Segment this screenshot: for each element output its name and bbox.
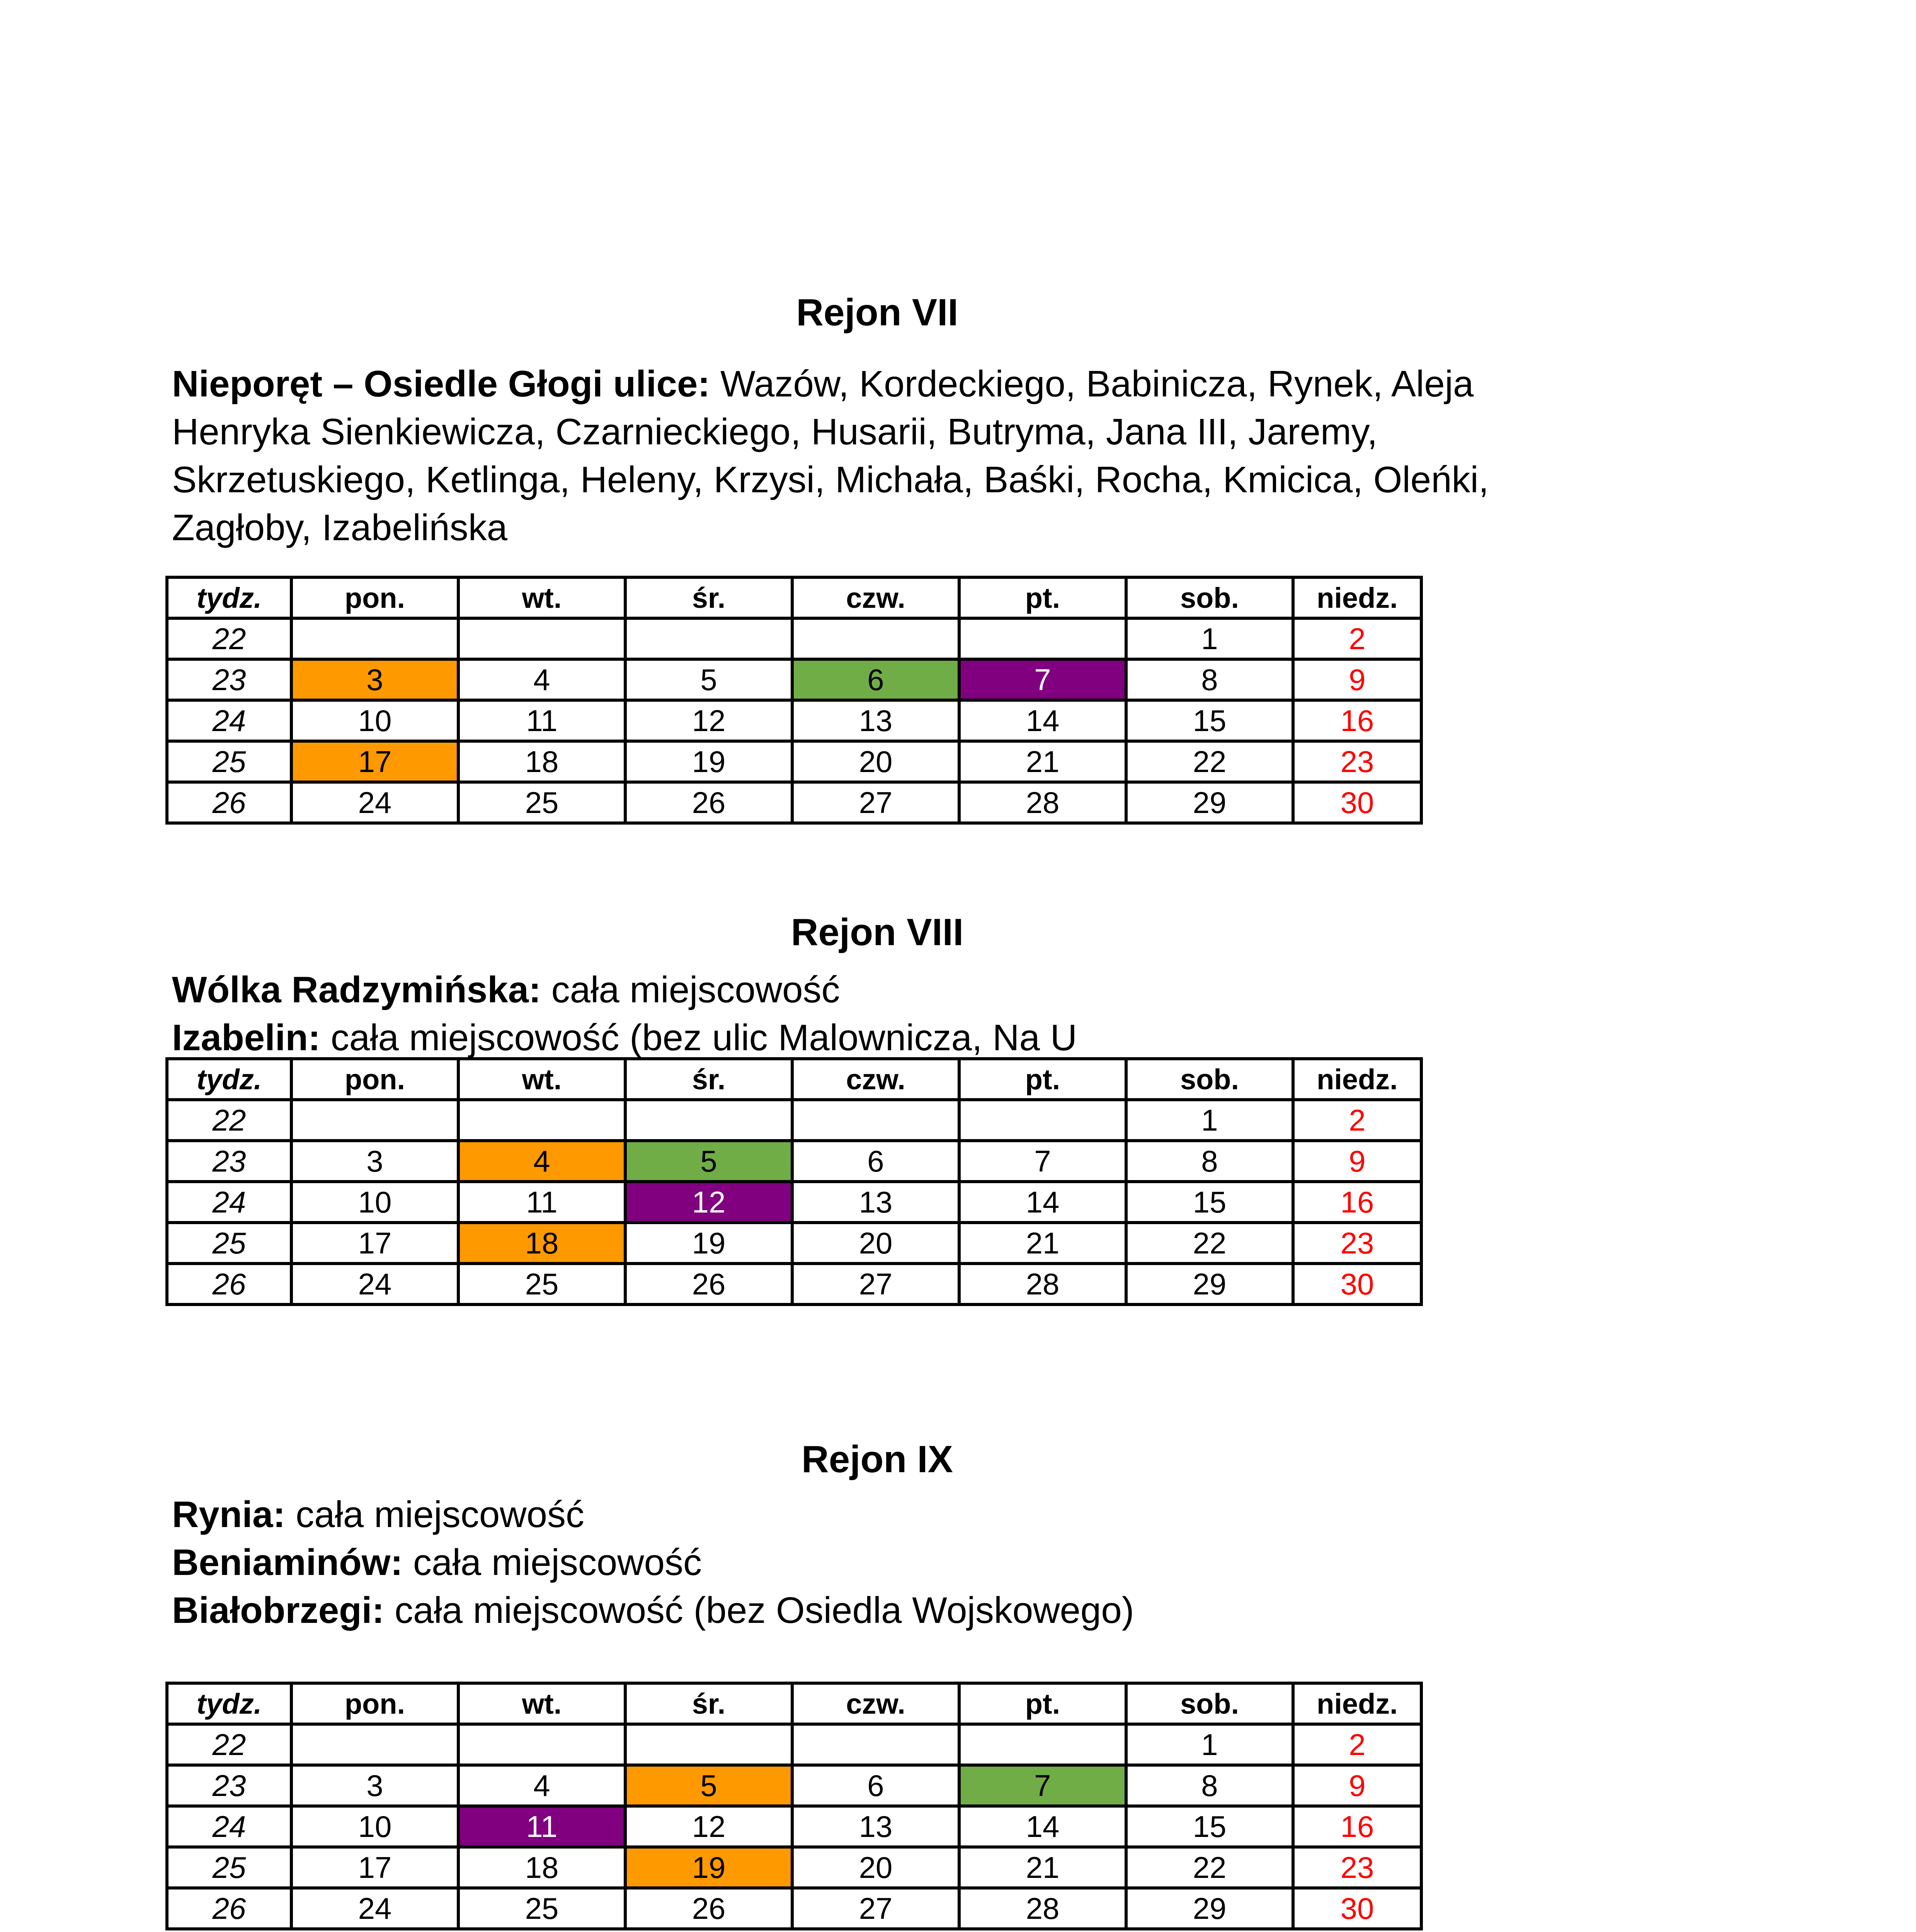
day-cell: 21 — [959, 741, 1126, 782]
calendar-week-row — [167, 1100, 1421, 1141]
week-number-cell: 25 — [167, 1847, 291, 1888]
week-number-cell: 24 — [167, 1806, 291, 1847]
day-cell: 22 — [1126, 1223, 1293, 1264]
day-cell: 5 — [625, 1765, 792, 1806]
day-cell: 15 — [1126, 1182, 1293, 1223]
description-line — [172, 966, 1602, 1014]
day-cell: 25 — [458, 1888, 625, 1929]
location-name: Beniaminów: — [172, 1542, 403, 1583]
day-cell: 4 — [458, 1141, 625, 1182]
day-cell: 27 — [792, 1264, 959, 1304]
description-line — [172, 408, 1602, 456]
day-cell: 10 — [291, 1806, 458, 1847]
day-cell: 26 — [625, 1264, 792, 1304]
region-7-title: Rejon VII — [796, 291, 958, 333]
day-cell: 26 — [625, 1888, 792, 1929]
day-cell: 2 — [1293, 618, 1421, 659]
region-7-calendar — [165, 576, 1423, 825]
day-cell: 30 — [1293, 782, 1421, 823]
location-name: Nieporęt – Osiedle Głogi ulice: — [172, 363, 710, 405]
calendar-week-row — [167, 782, 1421, 823]
day-cell: 13 — [792, 700, 959, 741]
description-line — [172, 1539, 1602, 1587]
calendar-header-cell: niedz. — [1293, 1059, 1421, 1100]
day-cell: 25 — [458, 1264, 625, 1304]
day-cell: 13 — [792, 1182, 959, 1223]
day-cell — [291, 1100, 458, 1141]
location-detail: cała miejscowość (bez ulic Malownicza, Na U — [320, 1017, 1077, 1058]
day-cell — [959, 1724, 1126, 1765]
calendar-header-row — [167, 1059, 1421, 1100]
calendar-week-row — [167, 1765, 1421, 1806]
calendar-header-cell: sob. — [1126, 1683, 1293, 1724]
day-cell — [959, 618, 1126, 659]
day-cell: 20 — [792, 1847, 959, 1888]
calendar-header-cell: śr. — [625, 1683, 792, 1724]
week-number-cell: 22 — [167, 618, 291, 659]
day-cell: 15 — [1126, 700, 1293, 741]
day-cell: 14 — [959, 1806, 1126, 1847]
calendar-week-row — [167, 1182, 1421, 1223]
week-number-cell: 23 — [167, 1765, 291, 1806]
calendar-header-cell: tydz. — [167, 1059, 291, 1100]
day-cell: 24 — [291, 1888, 458, 1929]
calendar-header-cell: śr. — [625, 1059, 792, 1100]
calendar-header-cell: pt. — [959, 1683, 1126, 1724]
location-detail: Henryka Sienkiewicza, Czarnieckiego, Husarii, Butryma, Jana III, Jaremy, — [172, 411, 1378, 452]
day-cell: 7 — [959, 1765, 1126, 1806]
calendar-header-cell: tydz. — [167, 1683, 291, 1724]
description-line — [172, 1587, 1602, 1634]
location-detail: cała miejscowość (bez Osiedla Wojskowego) — [384, 1590, 1134, 1631]
day-cell — [458, 1724, 625, 1765]
calendar-header-cell: niedz. — [1293, 577, 1421, 618]
day-cell: 30 — [1293, 1264, 1421, 1304]
day-cell: 1 — [1126, 618, 1293, 659]
day-cell: 7 — [959, 1141, 1126, 1182]
calendar-header-cell: niedz. — [1293, 1683, 1421, 1724]
calendar-week-row — [167, 1724, 1421, 1765]
location-name: Izabelin: — [172, 1017, 321, 1058]
day-cell: 8 — [1126, 1765, 1293, 1806]
calendar-header-cell: pon. — [291, 577, 458, 618]
calendar-header-cell: czw. — [792, 1683, 959, 1724]
day-cell: 17 — [291, 1847, 458, 1888]
day-cell: 19 — [625, 741, 792, 782]
day-cell — [458, 618, 625, 659]
calendar-week-row — [167, 1806, 1421, 1847]
day-cell: 15 — [1126, 1806, 1293, 1847]
day-cell: 5 — [625, 1141, 792, 1182]
day-cell: 22 — [1126, 1847, 1293, 1888]
day-cell: 12 — [625, 1182, 792, 1223]
day-cell: 19 — [625, 1847, 792, 1888]
day-cell: 10 — [291, 1182, 458, 1223]
calendar-week-row — [167, 1264, 1421, 1304]
day-cell: 16 — [1293, 700, 1421, 741]
region-9-title: Rejon IX — [801, 1438, 953, 1480]
day-cell: 19 — [625, 1223, 792, 1264]
location-detail: cała miejscowość — [541, 969, 840, 1010]
day-cell: 11 — [458, 1806, 625, 1847]
day-cell: 18 — [458, 1223, 625, 1264]
day-cell — [625, 1100, 792, 1141]
calendar-week-row — [167, 1847, 1421, 1888]
day-cell — [792, 618, 959, 659]
region-8-title: Rejon VIII — [791, 911, 964, 953]
description-line — [172, 360, 1602, 408]
region-7-description — [172, 360, 1602, 552]
day-cell — [291, 1724, 458, 1765]
region-9-description — [172, 1491, 1602, 1634]
week-number-cell: 26 — [167, 1264, 291, 1304]
day-cell: 7 — [959, 659, 1126, 700]
day-cell: 2 — [1293, 1724, 1421, 1765]
day-cell: 16 — [1293, 1806, 1421, 1847]
day-cell: 1 — [1126, 1724, 1293, 1765]
day-cell: 1 — [1126, 1100, 1293, 1141]
day-cell: 9 — [1293, 1141, 1421, 1182]
calendar-week-row — [167, 1141, 1421, 1182]
day-cell — [959, 1100, 1126, 1141]
calendar-header-cell: śr. — [625, 577, 792, 618]
calendar-header-cell: pt. — [959, 1059, 1126, 1100]
location-name: Wólka Radzymińska: — [172, 969, 541, 1010]
calendar-week-row — [167, 659, 1421, 700]
location-name: Rynia: — [172, 1494, 286, 1535]
calendar-header-cell: tydz. — [167, 577, 291, 618]
day-cell: 8 — [1126, 1141, 1293, 1182]
location-detail: Wazów, Kordeckiego, Babinicza, Rynek, Aleja — [710, 363, 1474, 405]
week-number-cell: 25 — [167, 1223, 291, 1264]
description-line — [172, 1014, 1602, 1062]
day-cell: 3 — [291, 659, 458, 700]
day-cell: 14 — [959, 700, 1126, 741]
day-cell: 25 — [458, 782, 625, 823]
day-cell: 12 — [625, 1806, 792, 1847]
day-cell: 17 — [291, 1223, 458, 1264]
day-cell — [625, 618, 792, 659]
day-cell: 24 — [291, 1264, 458, 1304]
day-cell: 6 — [792, 1141, 959, 1182]
day-cell: 23 — [1293, 741, 1421, 782]
calendar-week-row — [167, 618, 1421, 659]
week-number-cell: 23 — [167, 1141, 291, 1182]
day-cell: 14 — [959, 1182, 1126, 1223]
day-cell — [625, 1724, 792, 1765]
description-line — [172, 1491, 1602, 1539]
week-number-cell: 22 — [167, 1724, 291, 1765]
day-cell: 10 — [291, 700, 458, 741]
location-detail: Zagłoby, Izabelińska — [172, 507, 508, 548]
region-9-calendar — [165, 1682, 1423, 1930]
day-cell: 21 — [959, 1223, 1126, 1264]
day-cell: 13 — [792, 1806, 959, 1847]
region-8-description — [172, 966, 1602, 1062]
description-line — [172, 504, 1602, 552]
day-cell: 23 — [1293, 1223, 1421, 1264]
day-cell: 18 — [458, 741, 625, 782]
week-number-cell: 26 — [167, 1888, 291, 1929]
day-cell: 27 — [792, 1888, 959, 1929]
calendar-header-cell: wt. — [458, 1059, 625, 1100]
day-cell: 3 — [291, 1765, 458, 1806]
day-cell: 4 — [458, 1765, 625, 1806]
day-cell: 6 — [792, 1765, 959, 1806]
week-number-cell: 24 — [167, 1182, 291, 1223]
day-cell: 20 — [792, 1223, 959, 1264]
day-cell: 18 — [458, 1847, 625, 1888]
day-cell: 29 — [1126, 782, 1293, 823]
day-cell: 23 — [1293, 1847, 1421, 1888]
calendar-header-cell: czw. — [792, 1059, 959, 1100]
location-detail: Skrzetuskiego, Ketlinga, Heleny, Krzysi, Michała, Baśki, Rocha, Kmicica, Oleńki, — [172, 459, 1489, 500]
day-cell: 9 — [1293, 1765, 1421, 1806]
day-cell: 8 — [1126, 659, 1293, 700]
calendar-header-row — [167, 1683, 1421, 1724]
week-number-cell: 24 — [167, 700, 291, 741]
calendar-week-row — [167, 1223, 1421, 1264]
day-cell: 29 — [1126, 1264, 1293, 1304]
day-cell: 17 — [291, 741, 458, 782]
region-8-calendar — [165, 1057, 1423, 1306]
day-cell: 5 — [625, 659, 792, 700]
week-number-cell: 25 — [167, 741, 291, 782]
week-number-cell: 22 — [167, 1100, 291, 1141]
calendar-header-cell: sob. — [1126, 1059, 1293, 1100]
day-cell — [792, 1100, 959, 1141]
calendar-week-row — [167, 741, 1421, 782]
day-cell — [792, 1724, 959, 1765]
day-cell: 28 — [959, 1264, 1126, 1304]
calendar-header-cell: pt. — [959, 577, 1126, 618]
day-cell: 11 — [458, 700, 625, 741]
day-cell: 30 — [1293, 1888, 1421, 1929]
calendar-header-cell: pon. — [291, 1059, 458, 1100]
day-cell: 24 — [291, 782, 458, 823]
calendar-header-cell: sob. — [1126, 577, 1293, 618]
day-cell: 3 — [291, 1141, 458, 1182]
day-cell: 28 — [959, 1888, 1126, 1929]
day-cell: 28 — [959, 782, 1126, 823]
day-cell: 29 — [1126, 1888, 1293, 1929]
day-cell: 11 — [458, 1182, 625, 1223]
day-cell: 6 — [792, 659, 959, 700]
day-cell: 21 — [959, 1847, 1126, 1888]
day-cell: 16 — [1293, 1182, 1421, 1223]
calendar-header-cell: czw. — [792, 577, 959, 618]
day-cell: 9 — [1293, 659, 1421, 700]
location-name: Białobrzegi: — [172, 1590, 385, 1631]
calendar-header-cell: pon. — [291, 1683, 458, 1724]
day-cell: 22 — [1126, 741, 1293, 782]
week-number-cell: 23 — [167, 659, 291, 700]
calendar-header-cell: wt. — [458, 1683, 625, 1724]
day-cell — [291, 618, 458, 659]
day-cell: 12 — [625, 700, 792, 741]
day-cell — [458, 1100, 625, 1141]
week-number-cell: 26 — [167, 782, 291, 823]
description-line — [172, 456, 1602, 504]
location-detail: cała miejscowość — [403, 1542, 702, 1583]
location-detail: cała miejscowość — [285, 1494, 584, 1535]
calendar-header-row — [167, 577, 1421, 618]
day-cell: 4 — [458, 659, 625, 700]
day-cell: 2 — [1293, 1100, 1421, 1141]
calendar-week-row — [167, 1888, 1421, 1929]
day-cell: 20 — [792, 741, 959, 782]
day-cell: 26 — [625, 782, 792, 823]
day-cell: 27 — [792, 782, 959, 823]
calendar-header-cell: wt. — [458, 577, 625, 618]
calendar-week-row — [167, 700, 1421, 741]
